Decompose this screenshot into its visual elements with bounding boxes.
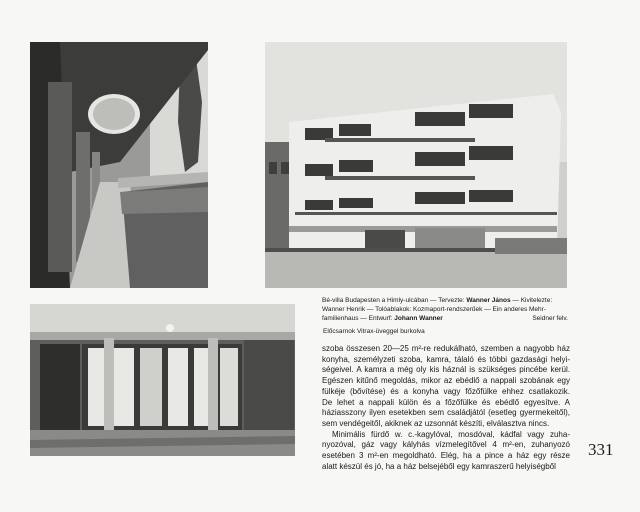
page-number: 331 <box>588 440 614 459</box>
body-line: Minimális fürdő w. c.-kagylóval, mosdóval, kádfal vagy zuha- <box>332 429 570 439</box>
body-line: fülkéje (bővítése) és a konyha vagy főzőfülke ehhez csatlakozik. <box>322 386 570 396</box>
body-line: alatt készül és jó, ha a ház belsejéből egy kamraszerű helyiségből <box>322 461 556 471</box>
body-line: De lehet a nappali külön és a főzőfülke és ebédlő egyesítve. A <box>322 397 570 407</box>
caption-line-3 <box>322 314 568 323</box>
entrance-hall-photo <box>30 304 295 456</box>
photo-caption <box>322 296 568 323</box>
body-line: nyozóval, gáz vagy kályhás vízmelegítővel 4 m²-en, zuhanyozó <box>322 440 570 450</box>
body-line: háziasszony ilyen esetekben sem családjától (esetleg gyermekeitől), <box>322 408 570 418</box>
caption-text: — Kivitelezte: <box>510 297 553 304</box>
architect-name-german: Johann Wanner <box>394 315 443 322</box>
article-body <box>322 344 570 472</box>
hall-caption-label: Előcsarnok Vitrax-üveggel burkolva <box>323 328 425 335</box>
caption-text: Bé-villa Budapesten a Himly-ulcában — Tervezte: <box>322 297 467 304</box>
body-line: konyha, személyzeti szoba, kamra, tálaló és többi gazdasági helyi- <box>322 354 570 364</box>
body-line: szoba összesen 20—25 m²-re redukálható, szemben a nagyobb ház <box>322 344 570 353</box>
body-line: esetében 3 m²-en megoldható. Elég, ha a pince a ház egy része <box>322 451 570 461</box>
walkway-photo <box>30 42 208 288</box>
villa-exterior-photo <box>265 42 567 288</box>
caption-text: familienhaus — Entwurf: <box>322 315 395 322</box>
photo-credit: Seidner felv. <box>532 315 568 322</box>
architect-name: Wanner János <box>466 297 511 304</box>
body-line: Egészen kitűnő megoldás, mikor az ebédlő a nappali szobának egy <box>322 376 570 386</box>
body-line: ségeivel. A kamra a még oly kis háznál is szükséges pincébe kerül. <box>322 365 570 375</box>
caption-line-2: Wanner Henrik — Tolóablakok: Kozmaport-rendszerűek — Ein anderes Mehr- <box>322 306 546 313</box>
body-line: sem vendégeitől, akiknek az uzsonnát készíti, elválasztva nincs. <box>322 418 550 428</box>
caption-line-1 <box>322 296 568 305</box>
